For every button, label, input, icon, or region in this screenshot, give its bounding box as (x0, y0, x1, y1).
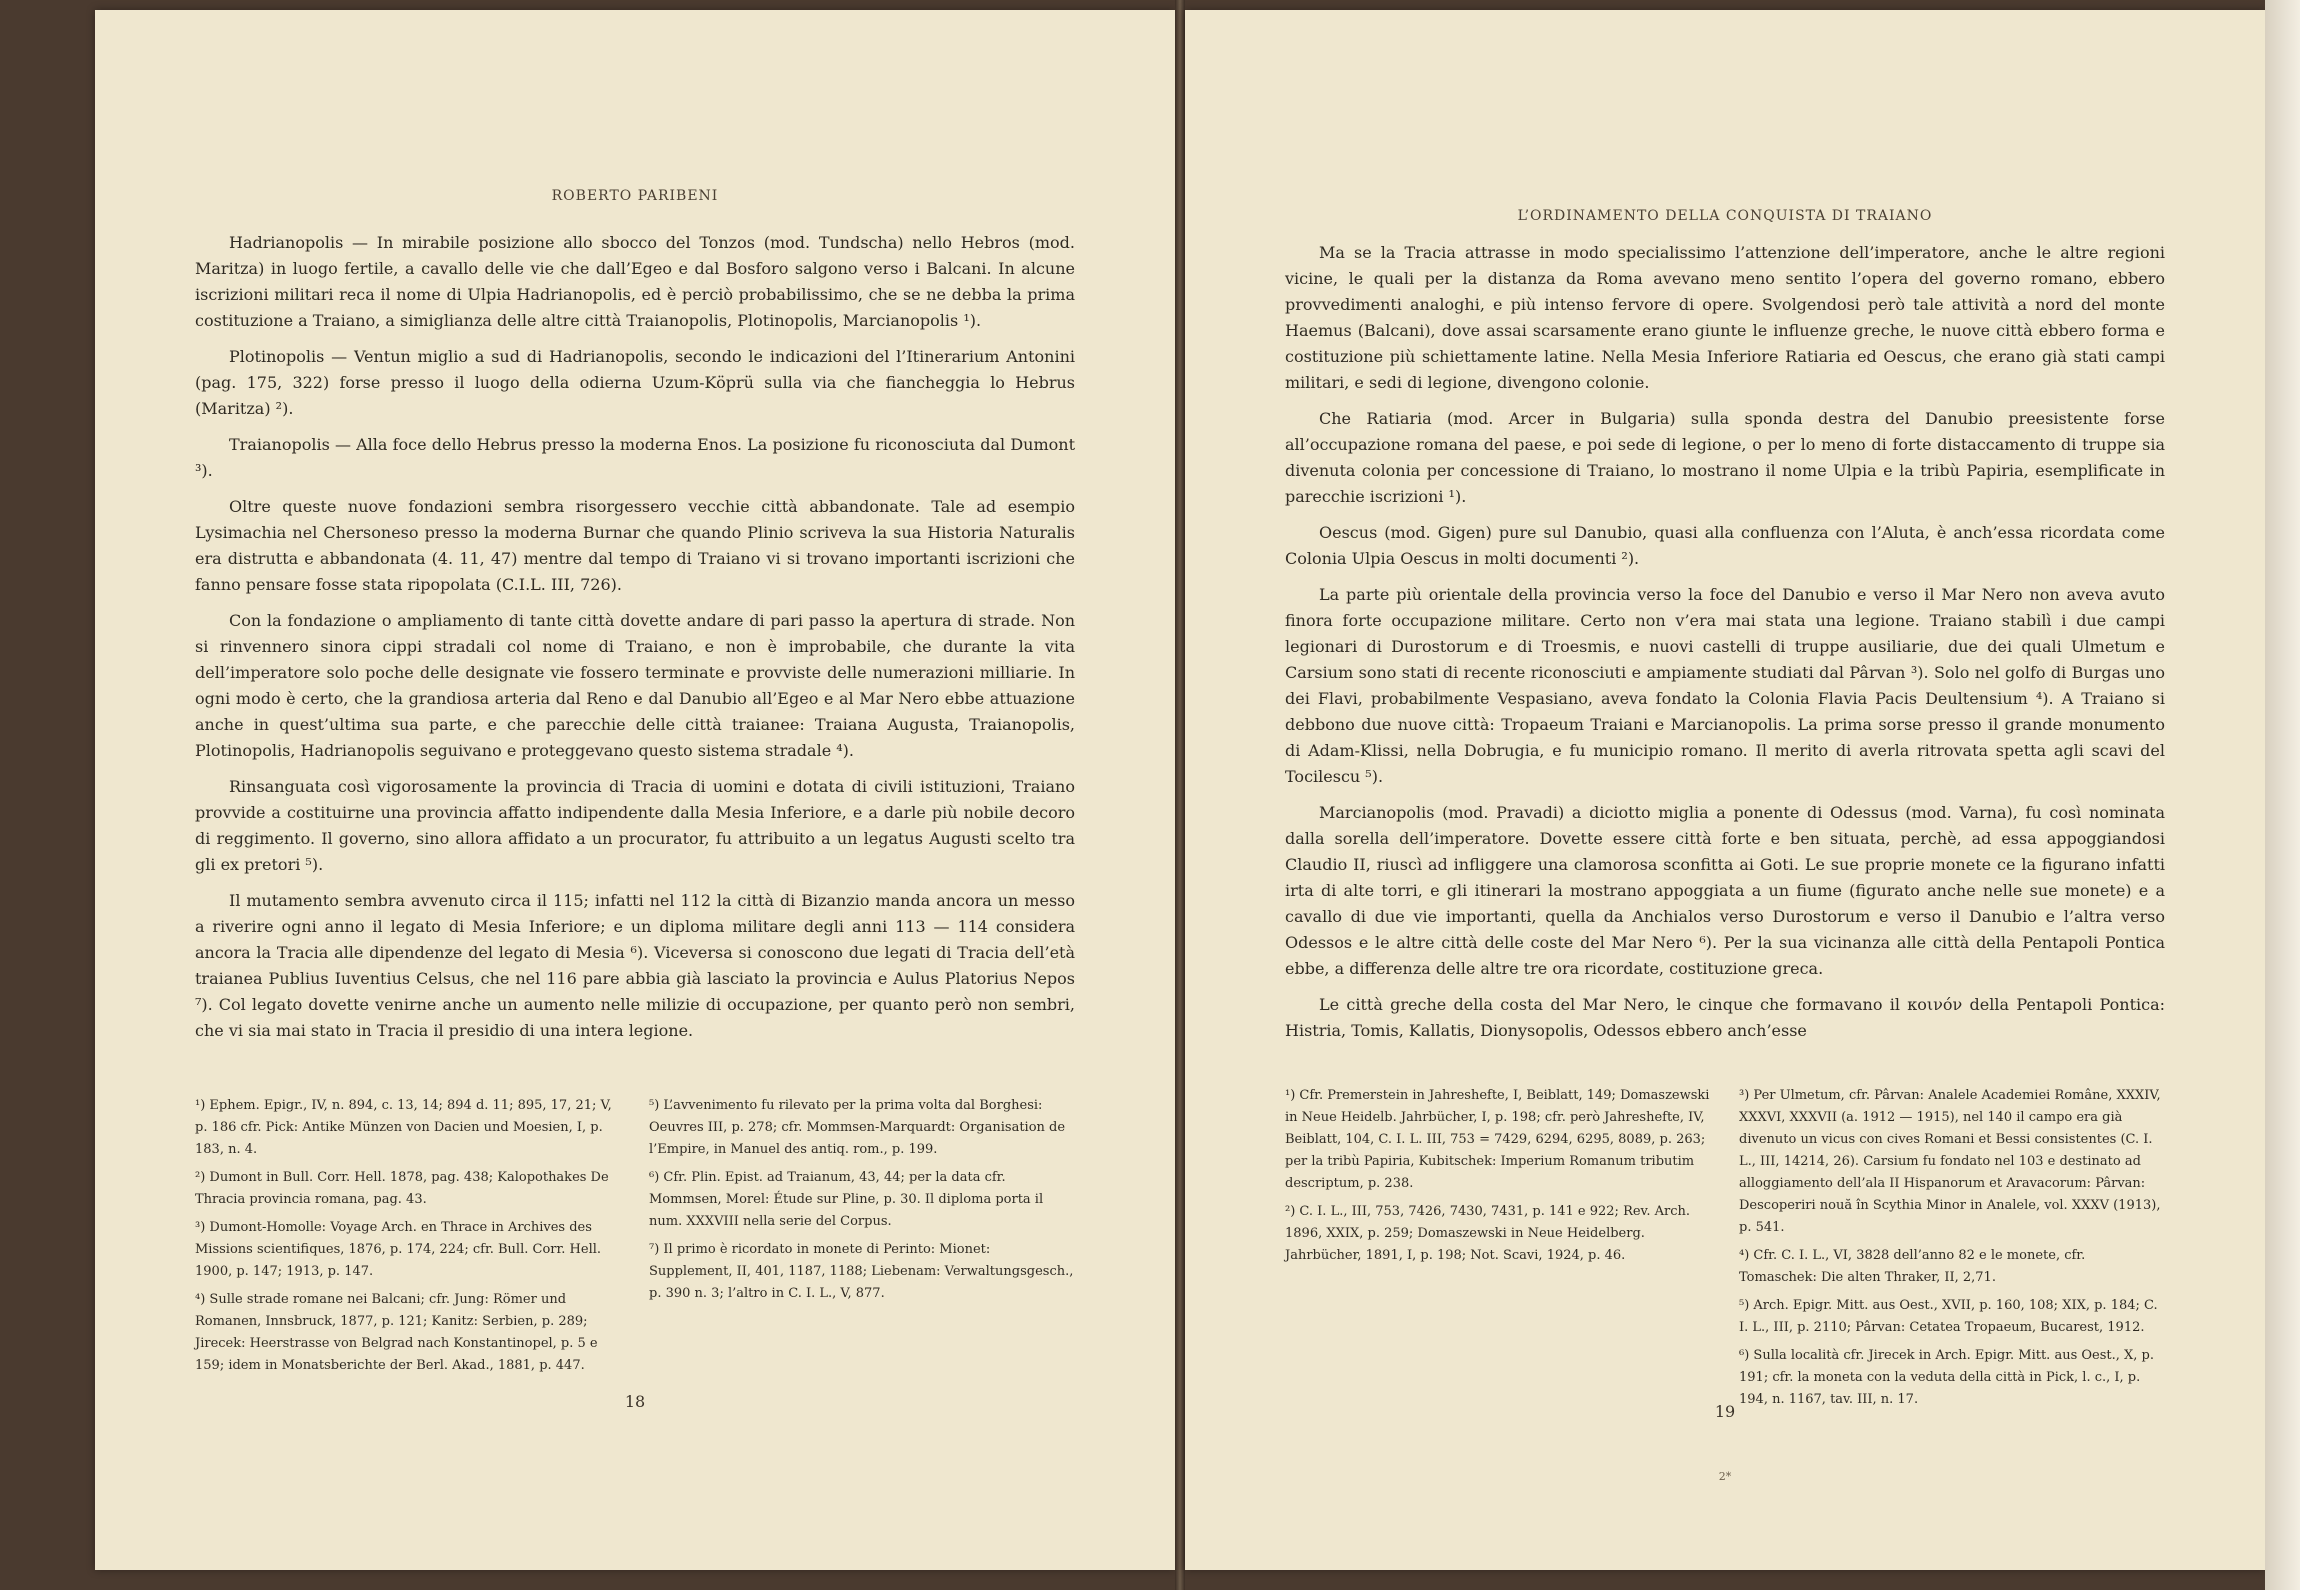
paragraph: Traianopolis — Alla foce dello Hebrus presso la moderna Enos. La posizione fu riconosciuta dal Dumont ³). (195, 435, 1075, 480)
paragraph: Il mutamento sembra avvenuto circa il 115; infatti nel 112 la città di Bizanzio manda ancora un messo a riverire ogni anno il legato di Mesia Inferiore; e un diploma militare degli anni 113 — 114 considera ancora la Tracia alle dipendenze del legato di Mesia ⁶). Viceversa si conoscono due legati di Tracia dell’età traianea Publius Iuventius Celsus, che nel 116 pare abbia già lasciato la provincia e Aulus Platorius Nepos ⁷). Col legato dovette venirne anche un aumento nelle milizie di occupazione, per quanto però non sembri, che vi sia mai stato in Tracia il presidio di una intera legione. (195, 891, 1075, 1040)
paragraph: Oltre queste nuove fondazioni sembra risorgessero vecchie città abbandonate. Tale ad esempio Lysimachia nel Chersoneso presso la moderna Burnar che quando Plinio scriveva la sua Historia Naturalis era distrutta e abbandonata (4. 11, 47) mentre dal tempo di Traiano vi si trovano importanti iscrizioni che fanno pensare fosse stata ripopolata (C.I.L. III, 726). (195, 497, 1075, 594)
footnote: ⁴) Cfr. C. I. L., VI, 3828 dell’anno 82 e le monete, cfr. Tomaschek: Die alten Thraker, II, 2,71. (1739, 1248, 2086, 1285)
footnote: ³) Per Ulmetum, cfr. Pârvan: Analele Academiei Române, XXXIV, XXXVI, XXXVII (a. 1912 — 1915), nel 140 il campo era già divenuto un vicus con cives Romani et Bessi consistentes (C. I. L., III, 14214, 26). Carsium fu fondato nel 103 e destinato ad alloggiamento dell’ala II Hispanorum et Aravacorum: Pârvan: Descoperiri nouă în Scythia Minor in Analele, vol. XXXV (1913), p. 541. (1739, 1088, 2161, 1235)
paragraph: Oescus (mod. Gigen) pure sul Danubio, quasi alla confluenza con l’Aluta, è anch’essa ricordata come Colonia Ulpia Oescus in molti documenti ²). (1285, 523, 2165, 568)
page-number-left: 18 (624, 1392, 646, 1411)
footnote: ²) C. I. L., III, 753, 7426, 7430, 7431, p. 141 e 922; Rev. Arch. 1896, XXIX, p. 259; Domaszewski in Neue Heidelberg. Jahrbücher, 1891, I, p. 198; Not. Scavi, 1924, p. 46. (1285, 1204, 1691, 1263)
right-page (1185, 10, 2265, 1570)
paragraph: Hadrianopolis — In mirabile posizione allo sbocco del Tonzos (mod. Tundscha) nello Hebros (mod. Maritza) in luogo fertile, a cavallo delle vie che dall’Egeo e dal Bosforo salgono verso i Balcani. In alcune iscrizioni militari reca il nome di Ulpia Hadrianopolis, ed è perciò probabilissimo, che se ne debba la prima costituzione a Traiano, a simiglianza delle altre città Traianopolis, Plotinopolis, Marcianopolis ¹). (195, 233, 1075, 330)
paragraph: Rinsanguata così vigorosamente la provincia di Tracia di uomini e dotata di civili istituzioni, Traiano provvide a costituirne una provincia affatto indipendente dalla Mesia Inferiore, e a darle più nobile decoro di reggimento. Il governo, sino allora affidato a un procurator, fu attribuito a un legatus Augusti scelto tra gli ex pretori ⁵). (195, 777, 1075, 874)
footnote: ⁵) Arch. Epigr. Mitt. aus Oest., XVII, p. 160, 108; XIX, p. 184; C. I. L., III, p. 2110; Pârvan: Cetatea Tropaeum, Bucarest, 1912. (1739, 1298, 2158, 1335)
left-page (95, 10, 1175, 1570)
footnote: ¹) Cfr. Premerstein in Jahreshefte, I, Beiblatt, 149; Domaszewski in Neue Heidelb. Jahrbücher, I, p. 198; cfr. però Jahreshefte, IV, Beiblatt, 104, C. I. L. III, 753 = 7429, 6294, 6295, 8089, p. 263; per la tribù Papiria, Kubitschek: Imperium Romanum tributim descriptum, p. 238. (1285, 1088, 1710, 1191)
running-header-right: L’ORDINAMENTO DELLA CONQUISTA DI TRAIANO (1517, 208, 1933, 224)
right-footnotes (1285, 1085, 2165, 1411)
right-page-edge (2265, 0, 2300, 1590)
page-number-right: 19 (1714, 1402, 1736, 1421)
paragraph: Ma se la Tracia attrasse in modo specialissimo l’attenzione dell’imperatore, anche le altre regioni vicine, le quali per la distanza da Roma avevano meno sentito l’opera del governo romano, ebbero provvedimenti analoghi, e più intenso fervore di opere. Svolgendosi però tale attività a nord del monte Haemus (Balcani), dove assai scarsamente erano giunte le influenze greche, le nuove città ebbero forma e costituzione più schiettamente latine. Nella Mesia Inferiore Ratiaria ed Oescus, che erano già stati campi militari, e sedi di legione, divengono colonie. (1285, 243, 2165, 392)
book-gutter (1175, 0, 1185, 1590)
footnote: ⁶) Cfr. Plin. Epist. ad Traianum, 43, 44; per la data cfr. Mommsen, Morel: Étude sur Pline, p. 30. Il diploma porta il num. XXXVIII nella serie del Corpus. (649, 1170, 1044, 1229)
paragraph: Le città greche della costa del Mar Nero, le cinque che formavano il κοινόν della Pentapoli Pontica: Histria, Tomis, Kallatis, Dionysopolis, Odessos ebbero anch’esse (1285, 995, 2165, 1040)
footnote: ⁵) L’avvenimento fu rilevato per la prima volta dal Borghesi: Oeuvres III, p. 278; cfr. Mommsen-Marquardt: Organisation de l’Empire, in Manuel des antiq. rom., p. 199. (649, 1098, 1066, 1157)
footnote: ⁴) Sulle strade romane nei Balcani; cfr. Jung: Römer und Romanen, Innsbruck, 1877, p. 121; Kanitz: Serbien, p. 289; Jirecek: Heerstrasse von Belgrad nach Konstantinopel, p. 5 e 159; idem in Monatsberichte der Berl. Akad., 1881, p. 447. (195, 1292, 598, 1373)
footnote: ³) Dumont-Homolle: Voyage Arch. en Thrace in Archives des Missions scientifiques, 1876, p. 174, 224; cfr. Bull. Corr. Hell. 1900, p. 147; 1913, p. 147. (195, 1220, 602, 1279)
running-header-left: ROBERTO PARIBENI (551, 188, 719, 204)
printer-signature: 2* (1718, 1470, 1732, 1483)
paragraph: Che Ratiaria (mod. Arcer in Bulgaria) sulla sponda destra del Danubio preesistente forse all’occupazione romana del paese, e poi sede di legione, o per lo meno di forte distaccamento di truppe sia divenuta colonia per concessione di Traiano, lo mostrano il nome Ulpia e la tribù Papiria, esemplificate in parecchie iscrizioni ¹). (1285, 409, 2165, 506)
paragraph: Marcianopolis (mod. Pravadi) a diciotto miglia a ponente di Odessus (mod. Varna), fu così nominata dalla sorella dell’imperatore. Dovette essere città forte e ben situata, perchè, ad essa appoggiandosi Claudio II, riuscì ad infliggere una clamorosa sconfitta ai Goti. Le sue proprie monete ce la figurano infatti irta di alte torri, e gli itinerari la mostrano appoggiata a un fiume (figurato anche nelle sue monete) e a cavallo di due vie importanti, quella da Anchialos verso Durostorum e verso il Danubio e l’altra verso Odessos e le altre città delle coste del Mar Nero ⁶). Per la sua vicinanza alle città della Pentapoli Pontica ebbe, a differenza delle altre tre ora ricordate, costituzione greca. (1285, 803, 2165, 978)
paragraph: Con la fondazione o ampliamento di tante città dovette andare di pari passo la apertura di strade. Non si rinvennero sinora cippi stradali col nome di Traiano, e non è improbabile, che durante la vita dell’imperatore solo poche delle designate vie fossero terminate e provviste delle numerazioni milliarie. In ogni modo è certo, che la grandiosa arteria dal Reno e dal Danubio all’Egeo e al Mar Nero ebbe attuazione anche in quest’ultima sua parte, e che parecchie delle città traianee: Traiana Augusta, Traianopolis, Plotinopolis, Hadrianopolis seguivano e proteggevano questo sistema stradale ⁴). (195, 611, 1075, 760)
paragraph: Plotinopolis — Ventun miglio a sud di Hadrianopolis, secondo le indicazioni del l’Itinerarium Antonini (pag. 175, 322) forse presso il luogo della odierna Uzum-Köprü sulla via che fiancheggia lo Hebrus (Maritza) ²). (195, 347, 1075, 418)
footnote: ⁶) Sulla località cfr. Jirecek in Arch. Epigr. Mitt. aus Oest., X, p. 191; cfr. la moneta con la veduta della città in Pick, l. c., I, p. 194, n. 1167, tav. III, n. 17. (1739, 1348, 2154, 1407)
left-body-text (195, 230, 1075, 1054)
right-body-text (1285, 240, 2165, 1054)
paragraph: La parte più orientale della provincia verso la foce del Danubio e verso il Mar Nero non aveva avuto finora forte occupazione militare. Certo non v’era mai stata una legione. Traiano stabilì i due campi legionari di Durostorum e di Troesmis, e nuovi castelli di truppe ausiliarie, due dei quali Ulmetum e Carsium sono stati di recente riconosciuti e ampiamente studiati dal Pârvan ³). Solo nel golfo di Burgas uno dei Flavi, probabilmente Vespasiano, aveva fondato la Colonia Flavia Pacis Deultensium ⁴). A Traiano si debbono due nuove città: Tropaeum Traiani e Marcianopolis. La prima sorse presso il grande monumento di Adam-Klissi, nella Dobrugia, e fu municipio romano. Il merito di averla ritrovata spetta agli scavi del Tocilescu ⁵). (1285, 585, 2165, 786)
footnote: ⁷) Il primo è ricordato in monete di Perinto: Mionet: Supplement, II, 401, 1187, 1188; Liebenam: Verwaltungsgesch., p. 390 n. 3; l’altro in C. I. L., V, 877. (649, 1242, 1074, 1301)
left-footnotes (195, 1095, 1075, 1377)
footnote: ²) Dumont in Bull. Corr. Hell. 1878, pag. 438; Kalopothakes De Thracia provincia romana, pag. 43. (195, 1170, 609, 1207)
footnote: ¹) Ephem. Epigr., IV, n. 894, c. 13, 14; 894 d. 11; 895, 17, 21; V, p. 186 cfr. Pick: Antike Münzen von Dacien und Moesien, I, p. 183, n. 4. (195, 1098, 612, 1157)
